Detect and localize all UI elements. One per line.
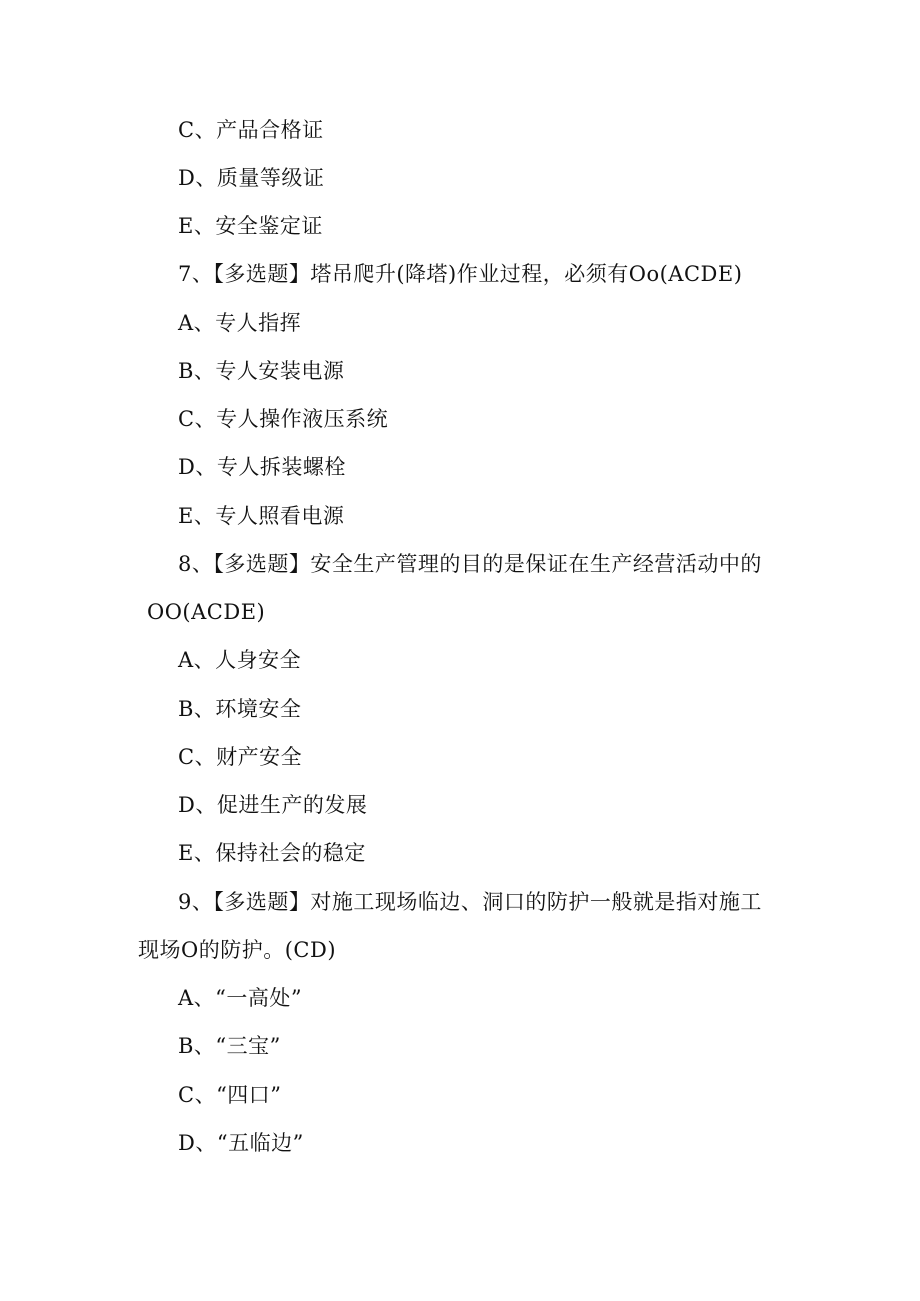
question-8-continued: OO(ACDE) — [147, 600, 266, 624]
question-8: 8、【多选题】安全生产管理的目的是保证在生产经营活动中的 — [178, 552, 762, 576]
q7-option-c: C、专人操作液压系统 — [178, 407, 389, 431]
q9-option-b: B、“三宝” — [178, 1034, 281, 1058]
q7-option-e: E、专人照看电源 — [178, 504, 345, 528]
q8-option-e: E、保持社会的稳定 — [178, 841, 366, 865]
q8-option-a: A、人身安全 — [178, 648, 302, 672]
question-9: 9、【多选题】对施工现场临边、洞口的防护一般就是指对施工 — [178, 890, 762, 914]
q7-option-d: D、专人拆装螺栓 — [178, 455, 346, 479]
q8-option-c: C、财产安全 — [178, 745, 303, 769]
q9-option-a: A、“一高处” — [178, 986, 303, 1010]
q9-option-c: C、“四口” — [178, 1083, 282, 1107]
q7-option-a: A、专人指挥 — [178, 311, 302, 335]
option-e-safety-appraisal-certificate: E、安全鉴定证 — [178, 214, 323, 238]
q7-option-b: B、专人安装电源 — [178, 359, 345, 383]
question-7: 7、【多选题】塔吊爬升(降塔)作业过程，必须有Oo(ACDE) — [178, 262, 743, 286]
option-c-product-certificate: C、产品合格证 — [178, 118, 324, 142]
question-9-continued: 现场O的防护。(CD) — [138, 938, 337, 962]
option-d-quality-grade-certificate: D、质量等级证 — [178, 166, 325, 190]
q8-option-b: B、环境安全 — [178, 697, 302, 721]
q9-option-d: D、“五临边” — [178, 1131, 304, 1155]
q8-option-d: D、促进生产的发展 — [178, 793, 368, 817]
